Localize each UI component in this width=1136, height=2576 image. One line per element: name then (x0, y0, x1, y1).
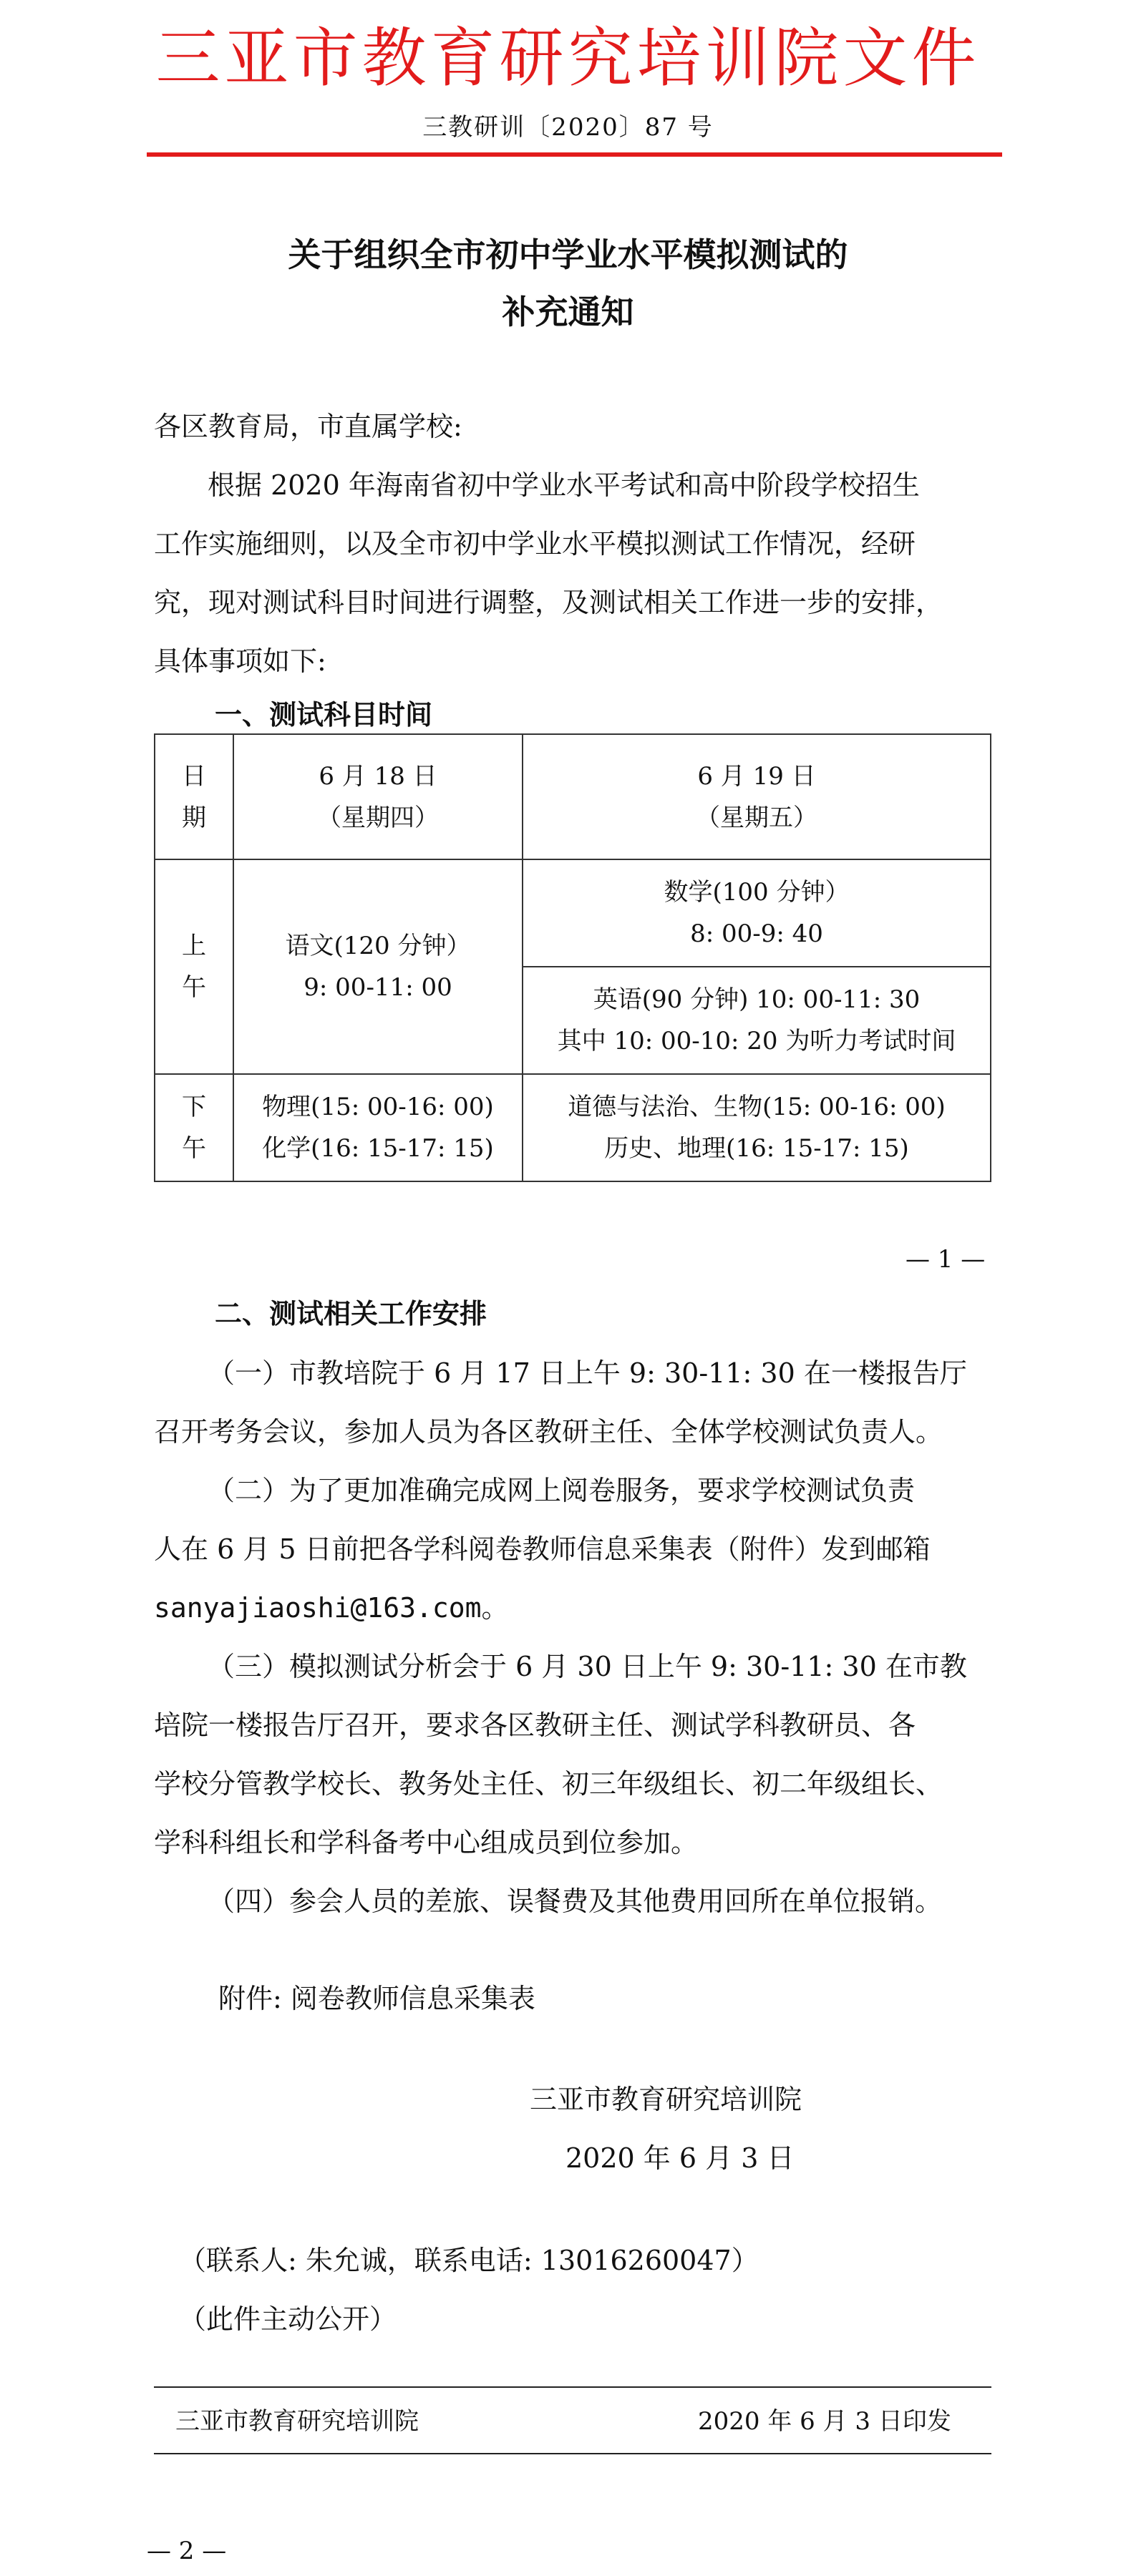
item-3-line: （三）模拟测试分析会于 6 月 30 日上午 9: 30-11: 30 在市教 (208, 1651, 967, 1682)
item-1-line: 召开考务会议，参加人员为各区教研主任、全体学校测试负责人。 (154, 1416, 943, 1448)
email-address: sanyajiaoshi@163.com。 (154, 1592, 509, 1624)
am-label-cell: 上 午 (155, 859, 233, 1074)
date-label-cell: 日 期 (155, 734, 233, 859)
attachment-line: 附件: 阅卷教师信息采集表 (218, 1983, 535, 2014)
item-1-line: （一）市教培院于 6 月 17 日上午 9: 30-11: 30 在一楼报告厅 (208, 1357, 967, 1389)
item-3-line: 学校分管教学校长、教务处主任、初三年级组长、初二年级组长、 (154, 1768, 943, 1800)
schedule-table (154, 733, 991, 1182)
item-2-line: （二）为了更加准确完成网上阅卷服务，要求学校测试负责 (208, 1475, 916, 1506)
chinese-exam-cell: 语文(120 分钟） 9: 00-11: 00 (233, 859, 523, 1074)
item-2-line: 人在 6 月 5 日前把各学科阅卷教师信息采集表（附件）发到邮箱 (154, 1533, 931, 1565)
pm-label-cell: 下 午 (155, 1074, 233, 1181)
document-number: 三教研训〔2020〕87 号 (422, 113, 714, 142)
disclosure-line: （此件主动公开） (179, 2303, 397, 2335)
footer-top-rule (154, 2386, 991, 2388)
item-3-line: 培院一楼报告厅召开，要求各区教研主任、测试学科教研员、各 (154, 1709, 916, 1741)
notice-title-line1: 关于组织全市初中学业水平模拟测试的 (288, 235, 848, 274)
contact-line: （联系人: 朱允诚，联系电话: 13016260047） (179, 2245, 759, 2276)
pm-day2-cell: 道德与法治、生物(15: 00-16: 00) 历史、地理(16: 15-17: 15) (523, 1074, 991, 1181)
section2-heading: 二、测试相关工作安排 (215, 1298, 487, 1330)
intro-line: 究，现对测试科目时间进行调整，及测试相关工作进一步的安排， (154, 587, 943, 618)
red-divider (147, 152, 1002, 157)
salutation: 各区教育局，市直属学校: (154, 411, 462, 442)
math-exam-cell: 数学(100 分钟） 8: 00-9: 40 (523, 859, 991, 967)
physics-chemistry-cell: 物理(15: 00-16: 00) 化学(16: 15-17: 15) (233, 1074, 523, 1181)
footer-issue-date: 2020 年 6 月 3 日印发 (698, 2407, 951, 2436)
item-4-line: （四）参会人员的差旅、误餐费及其他费用回所在单位报销。 (208, 1885, 943, 1917)
intro-line: 根据 2020 年海南省初中学业水平考试和高中阶段学校招生 (208, 469, 920, 501)
signature-org: 三亚市教育研究培训院 (530, 2084, 802, 2115)
item-3-line: 学科科组长和学科备考中心组成员到位参加。 (154, 1827, 699, 1858)
day2-header-cell: 6 月 19 日 （星期五） (523, 734, 991, 859)
section1-heading: 一、测试科目时间 (215, 699, 433, 731)
page-number-2: — 2 — (147, 2537, 227, 2565)
footer-bottom-rule (154, 2453, 991, 2454)
signature-date: 2020 年 6 月 3 日 (565, 2142, 795, 2174)
intro-line: 具体事项如下: (154, 645, 326, 677)
english-exam-cell: 英语(90 分钟) 10: 00-11: 30 其中 10: 00-10: 20 为听力考试时间 (523, 967, 991, 1074)
org-red-title: 三亚市教育研究培训院文件 (155, 21, 981, 96)
intro-line: 工作实施细则，以及全市初中学业水平模拟测试工作情况，经研 (154, 528, 916, 560)
footer-issuer: 三亚市教育研究培训院 (175, 2407, 419, 2436)
day1-header-cell: 6 月 18 日 （星期四） (233, 734, 523, 859)
page-number-1: — 1 — (906, 1245, 986, 1274)
notice-title-line2: 补充通知 (502, 293, 634, 331)
